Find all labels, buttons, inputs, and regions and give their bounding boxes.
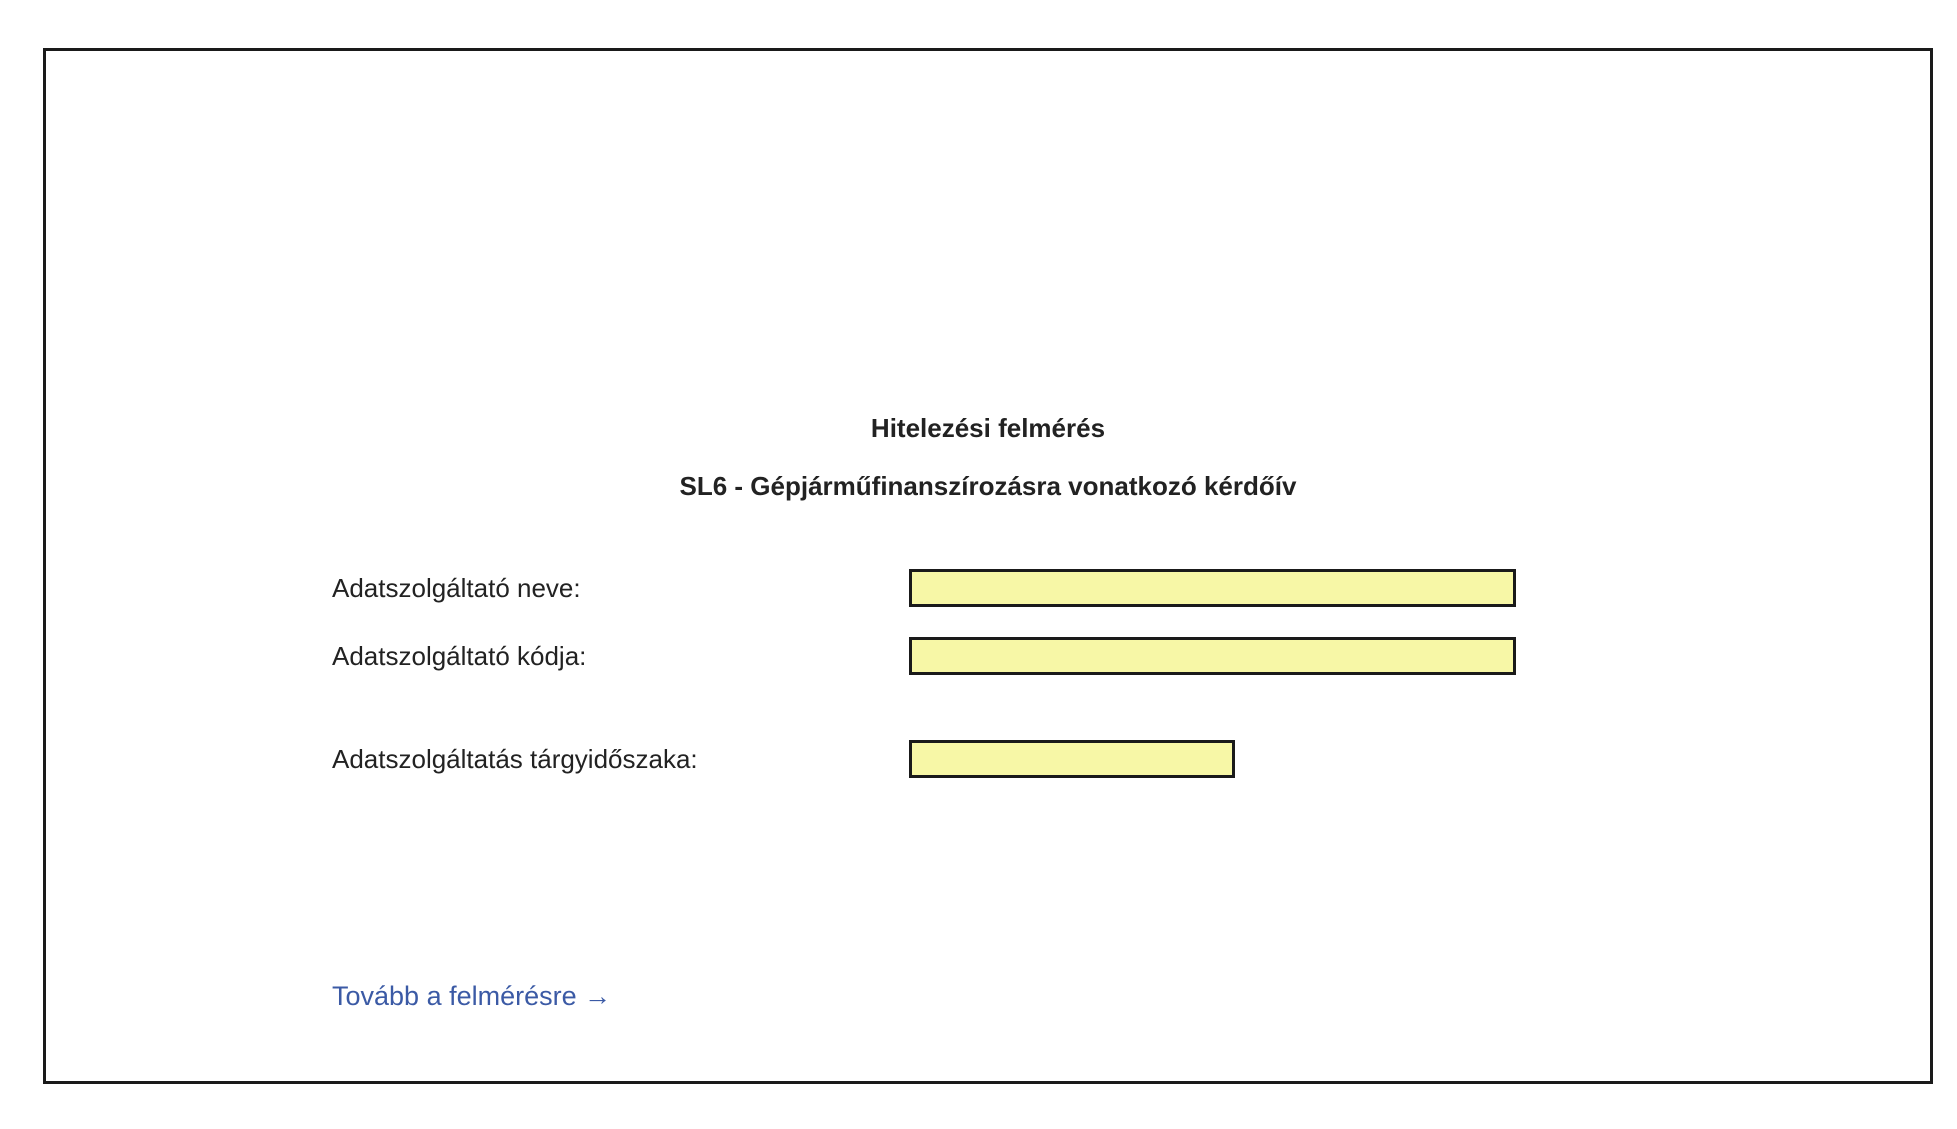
continue-to-survey-link[interactable]: Tovább a felmérésre → xyxy=(332,981,612,1011)
page-subtitle: SL6 - Gépjárműfinanszírozásra vonatkozó kérdőív xyxy=(679,471,1297,501)
survey-frame xyxy=(43,48,1933,1084)
provider-name-input[interactable] xyxy=(909,569,1516,607)
provider-name-label: Adatszolgáltató neve: xyxy=(332,573,581,603)
page-title: Hitelezési felmérés xyxy=(870,413,1106,443)
reference-period-label: Adatszolgáltatás tárgyidőszaka: xyxy=(332,744,698,774)
reference-period-input[interactable] xyxy=(909,740,1235,778)
provider-code-label: Adatszolgáltató kódja: xyxy=(332,641,587,671)
provider-code-input[interactable] xyxy=(909,637,1516,675)
